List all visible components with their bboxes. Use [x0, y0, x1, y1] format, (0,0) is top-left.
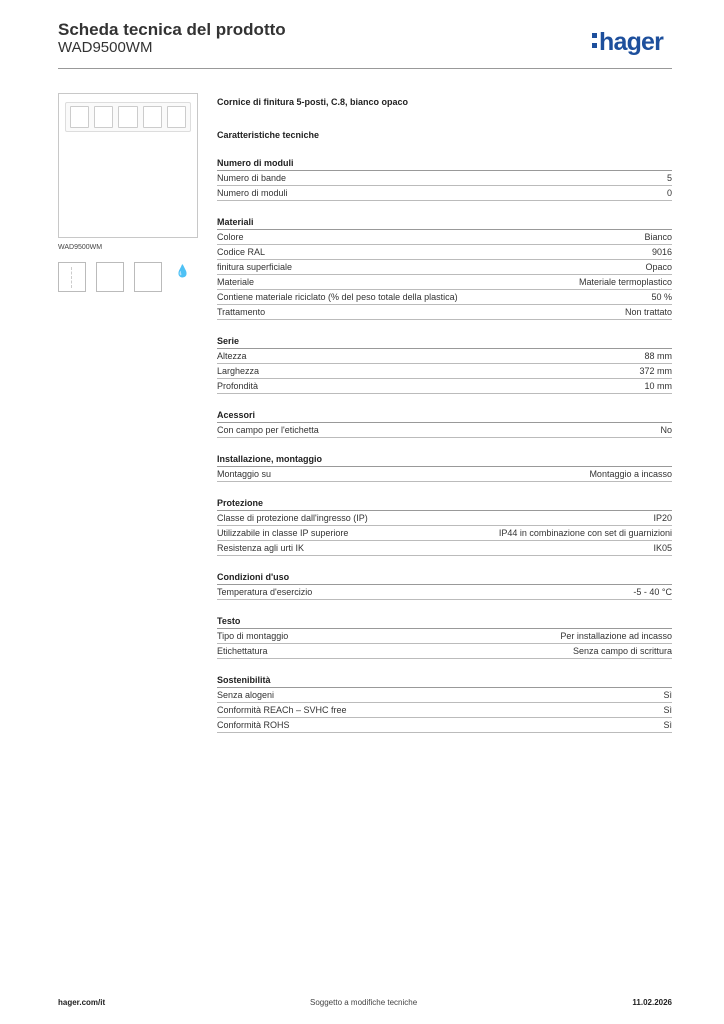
spec-label: Conformità ROHS — [217, 720, 290, 730]
spec-row — [217, 541, 672, 556]
footer-website[interactable]: hager.com/it — [58, 998, 106, 1007]
spec-value: IP20 — [653, 513, 672, 523]
spec-row — [217, 349, 672, 364]
front-view-thumbnail[interactable] — [58, 262, 86, 292]
spec-value: Sì — [663, 720, 672, 730]
spec-row — [217, 629, 672, 644]
thumbnail-strip — [58, 262, 200, 292]
spec-value: Sì — [663, 705, 672, 715]
header-divider — [58, 68, 672, 69]
spec-section — [217, 674, 672, 733]
spec-value: Sì — [663, 690, 672, 700]
spec-label: Con campo per l'etichetta — [217, 425, 319, 435]
technical-characteristics-title: Caratteristiche tecniche — [217, 130, 320, 140]
spec-content — [217, 96, 672, 733]
spec-value: -5 - 40 °C — [633, 587, 672, 597]
section-title: Serie — [217, 335, 672, 349]
product-name: Cornice di finitura 5-posti, C.8, bianco opaco — [217, 97, 409, 107]
spec-label: Larghezza — [217, 366, 260, 376]
spec-row — [217, 423, 672, 438]
spec-label: Conformità REACh – SVHC free — [217, 705, 347, 715]
spec-value: Per installazione ad incasso — [560, 631, 672, 641]
product-code-heading: WAD9500WM — [58, 39, 153, 56]
spec-row — [217, 703, 672, 718]
spec-label: Resistenza agli urti IK — [217, 543, 305, 553]
spec-label: Colore — [217, 232, 244, 242]
spec-section — [217, 409, 672, 438]
spec-value: Non trattato — [624, 307, 672, 317]
spec-row — [217, 511, 672, 526]
spec-section — [217, 157, 672, 201]
spec-section — [217, 335, 672, 394]
spec-row — [217, 230, 672, 245]
spec-section — [217, 615, 672, 659]
product-image — [58, 93, 198, 238]
section-title: Numero di moduli — [217, 157, 672, 171]
spec-row — [217, 644, 672, 659]
spec-value: Montaggio a incasso — [589, 469, 672, 479]
logo-dots-icon — [592, 33, 597, 49]
spec-row — [217, 718, 672, 733]
page-title: Scheda tecnica del prodotto — [58, 20, 286, 39]
spec-value: 0 — [666, 188, 672, 198]
logo-text: hager — [599, 28, 664, 56]
spec-row — [217, 526, 672, 541]
spec-value: Materiale termoplastico — [578, 277, 672, 287]
spec-row — [217, 379, 672, 394]
spec-value: 372 mm — [639, 366, 672, 376]
spec-label: Utilizzabile in classe IP superiore — [217, 528, 349, 538]
spec-label: Codice RAL — [217, 247, 266, 257]
spec-value: 88 mm — [644, 351, 672, 361]
spec-row — [217, 290, 672, 305]
water-drops-icon[interactable]: 💧 — [172, 262, 200, 292]
spec-value: 10 mm — [644, 381, 672, 391]
footer-note: Soggetto a modifiche tecniche — [310, 998, 418, 1007]
spec-value: Senza campo di scrittura — [572, 646, 672, 656]
spec-label: Materiale — [217, 277, 255, 287]
spec-row — [217, 275, 672, 290]
spec-label: Classe di protezione dall'ingresso (IP) — [217, 513, 368, 523]
cover-frame-illustration — [65, 102, 191, 132]
blank-thumbnail[interactable] — [134, 262, 162, 292]
section-title: Condizioni d'uso — [217, 571, 672, 585]
footer-date: 11.02.2026 — [632, 998, 672, 1007]
section-title: Protezione — [217, 497, 672, 511]
product-image-caption: WAD9500WM — [58, 244, 103, 251]
spec-value: IK05 — [653, 543, 672, 553]
spec-label: Tipo di montaggio — [217, 631, 289, 641]
spec-label: finitura superficiale — [217, 262, 293, 272]
spec-value: 9016 — [651, 247, 672, 257]
section-title: Materiali — [217, 216, 672, 230]
spec-row — [217, 260, 672, 275]
spec-row — [217, 186, 672, 201]
spec-label: Contiene materiale riciclato (% del peso totale della plastica) — [217, 292, 458, 302]
spec-row — [217, 245, 672, 260]
spec-section — [217, 216, 672, 320]
spec-section — [217, 453, 672, 482]
spec-row — [217, 305, 672, 320]
spec-value: No — [660, 425, 672, 435]
spec-section — [217, 571, 672, 600]
spec-value: Opaco — [645, 262, 672, 272]
spec-label: Temperatura d'esercizio — [217, 587, 313, 597]
spec-row — [217, 364, 672, 379]
spec-label: Trattamento — [217, 307, 266, 317]
spec-label: Numero di bande — [217, 173, 287, 183]
spec-row — [217, 467, 672, 482]
spec-label: Senza alogeni — [217, 690, 275, 700]
spec-label: Etichettatura — [217, 646, 268, 656]
spec-value: IP44 in combinazione con set di guarnizioni — [498, 528, 672, 538]
spec-value: 5 — [666, 173, 672, 183]
spec-value: Bianco — [644, 232, 672, 242]
spec-label: Altezza — [217, 351, 247, 361]
spec-row — [217, 171, 672, 186]
spec-label: Montaggio su — [217, 469, 272, 479]
section-title: Installazione, montaggio — [217, 453, 672, 467]
section-title: Sostenibilità — [217, 674, 672, 688]
spec-section — [217, 497, 672, 556]
blank-thumbnail[interactable] — [96, 262, 124, 292]
spec-label: Numero di moduli — [217, 188, 288, 198]
spec-value: 50 % — [651, 292, 672, 302]
spec-label: Profondità — [217, 381, 259, 391]
spec-sections — [217, 157, 672, 733]
hager-logo — [592, 27, 663, 57]
spec-row — [217, 688, 672, 703]
spec-row — [217, 585, 672, 600]
section-title: Acessori — [217, 409, 672, 423]
section-title: Testo — [217, 615, 672, 629]
